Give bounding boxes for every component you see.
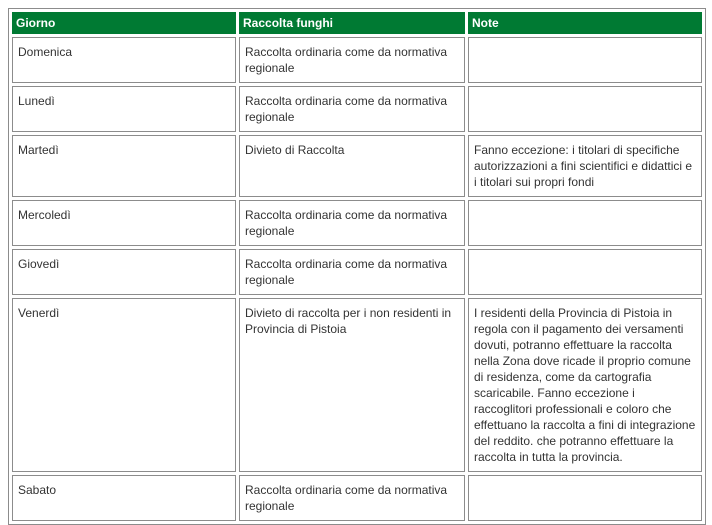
mushroom-harvest-table [8,8,706,525]
cell-raccolta: Divieto di Raccolta [239,135,465,197]
cell-giorno: Giovedì [12,249,236,295]
table-row [12,135,702,197]
cell-giorno: Venerdì [12,298,236,472]
cell-note [468,86,702,132]
cell-note [468,37,702,83]
cell-raccolta: Raccolta ordinaria come da normativa regionale [239,200,465,246]
cell-note: Fanno eccezione: i titolari di specifiche autorizzazioni a fini scientifici e didattici e i titolari sui propri fondi [468,135,702,197]
cell-giorno: Martedì [12,135,236,197]
table-row [12,298,702,472]
table-row [12,249,702,295]
cell-raccolta: Raccolta ordinaria come da normativa regionale [239,37,465,83]
table-row [12,475,702,521]
cell-note: I residenti della Provincia di Pistoia in regola con il pagamento dei versamenti dovuti, potranno effettuare la raccolta nella Zona dove ricade il proprio comune di residenza, come da cartografia scaricabile. Fanno eccezione i raccoglitori professionali e coloro che effettuano la raccolta a fini di integrazione del reddito. che potranno effettuare la raccolta in tutta la provincia. [468,298,702,472]
header-note: Note [468,12,702,34]
table-header-row [12,12,702,34]
header-giorno: Giorno [12,12,236,34]
cell-raccolta: Raccolta ordinaria come da normativa regionale [239,249,465,295]
cell-giorno: Mercoledì [12,200,236,246]
header-raccolta-funghi: Raccolta funghi [239,12,465,34]
cell-raccolta: Raccolta ordinaria come da normativa regionale [239,475,465,521]
cell-note [468,249,702,295]
table-row [12,86,702,132]
cell-raccolta: Divieto di raccolta per i non residenti in Provincia di Pistoia [239,298,465,472]
table-row [12,37,702,83]
cell-note [468,475,702,521]
cell-giorno: Domenica [12,37,236,83]
cell-giorno: Sabato [12,475,236,521]
cell-raccolta: Raccolta ordinaria come da normativa regionale [239,86,465,132]
cell-note [468,200,702,246]
cell-giorno: Lunedì [12,86,236,132]
table-row [12,200,702,246]
